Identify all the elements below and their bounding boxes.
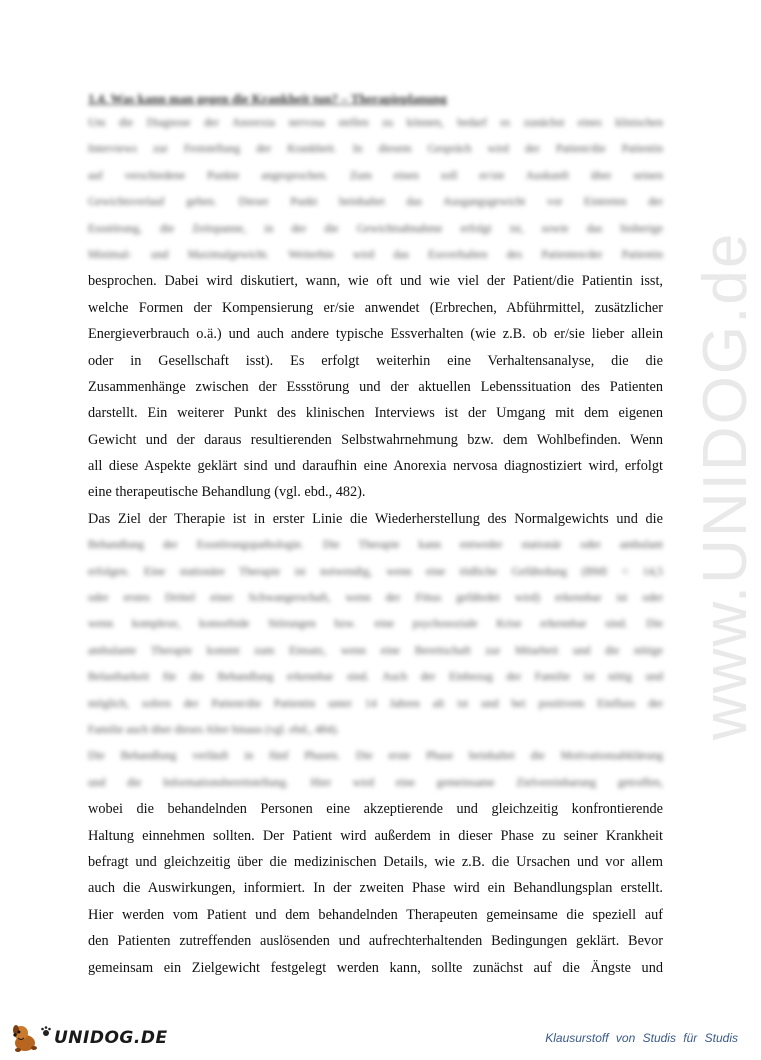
text-lines (88, 110, 663, 981)
text-line: möglich, sofern der Patient/die Patientin unter 14 Jahren alt ist und bei positivem Einfluss der (88, 696, 663, 710)
text-line: Gewichtsverlauf geben. Dieser Punkt beinhaltet das Ausgangsgewicht vor Eintreten der (88, 195, 663, 209)
text-line: den Patienten zutreffenden auslösenden und aufrechterhaltenden Bedingungen geklärt. Bevor (88, 933, 663, 950)
text-line: wobei die behandelnden Personen eine akzeptierende und gleichzeitig konfrontierende (88, 801, 663, 818)
text-line: Belastbarkeit für die Behandlung erkennbar sind. Auch der Einbezug der Familie ist nötig und (88, 670, 663, 684)
text-line: eine therapeutische Behandlung (vgl. ebd., 482). (88, 484, 366, 501)
text-line: Gewicht und der daraus resultierenden Selbstwahrnehmung bzw. dem Wohlbefinden. Wenn (88, 431, 663, 448)
paw-icon (40, 1025, 52, 1037)
text-line: und die Informationsbereitstellung. Hier wird eine gemeinsame Zielvereinbarung getroffen, (88, 775, 663, 789)
text-line: oder in Gesellschaft isst). Es erfolgt weiterhin eine Verhaltensanalyse, die die (88, 352, 663, 369)
text-line: Energieverbrauch o.ä.) und auch andere typische Essverhalten (wie z.B. ob er/sie lieber allein (88, 326, 663, 343)
text-line: erfolgen. Eine stationäre Therapie ist notwendig, wenn eine tödliche Gefährdung (BMI < 14,5 (88, 564, 663, 578)
text-line: befragt und gleichzeitig über die medizinischen Details, wie z.B. die Ursachen und vor allem (88, 853, 663, 870)
text-line: all diese Aspekte geklärt sind und daraufhin eine Anorexia nervosa diagnostiziert wird, erfolgt (88, 458, 663, 475)
section-heading: 1.4. Was kann man gegen die Krankheit tun? – Therapieplanung (88, 91, 447, 106)
watermark: www.UNIDOG.de (691, 231, 760, 740)
text-line: Haltung einnehmen sollten. Der Patient wird außerdem in dieser Phase zu seiner Krankheit (88, 827, 663, 844)
text-line: darstellt. Ein weiterer Punkt des klinischen Interviews ist der Umgang mit dem eigenen (88, 405, 663, 422)
text-line: auch die Auswirkungen, informiert. In der zweiten Phase wird ein Behandlungsplan erstellt. (88, 880, 663, 897)
text-line: Essstörung, die Zeitspanne, in der die Gewichtsabnahme erfolgt ist, sowie das bisherige (88, 221, 663, 235)
text-line: Die Behandlung verläuft in fünf Phasen. Die erste Phase beinhaltet die Motivationsabklärung (88, 749, 663, 763)
footer-tagline: Klausurstoff von Studis für Studis (545, 1031, 738, 1045)
document-body (88, 88, 663, 981)
text-line: Das Ziel der Therapie ist in erster Linie die Wiederherstellung des Normalgewichts und die (88, 510, 663, 527)
unidog-logo[interactable] (8, 1018, 168, 1058)
text-line: besprochen. Dabei wird diskutiert, wann, wie oft und wie viel der Patient/die Patientin isst, (88, 273, 663, 290)
text-line: oder erstes Drittel einer Schwangerschaft, wenn der Fötus gefährdet wird) erkennbar ist oder (88, 591, 663, 605)
dog-mascot-icon (8, 1021, 42, 1055)
text-line: welche Formen der Kompensierung er/sie anwendet (Erbrechen, Abführmittel, zusätzlicher (88, 299, 663, 316)
text-line: gemeinsam ein Zielgewicht festgelegt werden kann, sollte zunächst auf die Ängste und (88, 959, 663, 976)
text-line: Um die Diagnose der Anorexia nervosa stellen zu können, bedarf es zunächst eines klinischen (88, 116, 663, 129)
text-line: wenn komplexe, komorbide Störungen bzw. eine psychosoziale Krise erkennbar sind. Die (88, 617, 663, 631)
text-line: Zusammenhänge zwischen der Essstörung und der aktuellen Lebenssituation des Patienten (88, 378, 663, 395)
text-line: Minimal- und Maximalgewicht. Weiterhin wird das Essverhalten des Patienten/der Patientin (88, 247, 663, 261)
text-line: Behandlung der Essstörungspathologie. Die Therapie kann entweder stationär oder ambulant (88, 538, 663, 552)
text-line: Interviews zur Feststellung der Krankheit. In diesem Gespräch wird der Patient/die Patientin (88, 142, 663, 156)
text-line: Familie auch über dieses Alter hinaus (vgl. ebd., 484). (88, 722, 340, 736)
logo-text: UNIDOG.DE (54, 1028, 168, 1048)
text-line: auf verschiedene Punkte angesprochen. Zum einen soll er/sie Auskunft über seinen (88, 168, 663, 182)
text-line: ambulante Therapie kommt zum Einsatz, wenn eine Bereitschaft zur Mitarbeit und die nötige (88, 643, 663, 657)
text-line: Hier werden vom Patient und dem behandelnden Therapeuten gemeinsame die speziell auf (88, 906, 663, 923)
